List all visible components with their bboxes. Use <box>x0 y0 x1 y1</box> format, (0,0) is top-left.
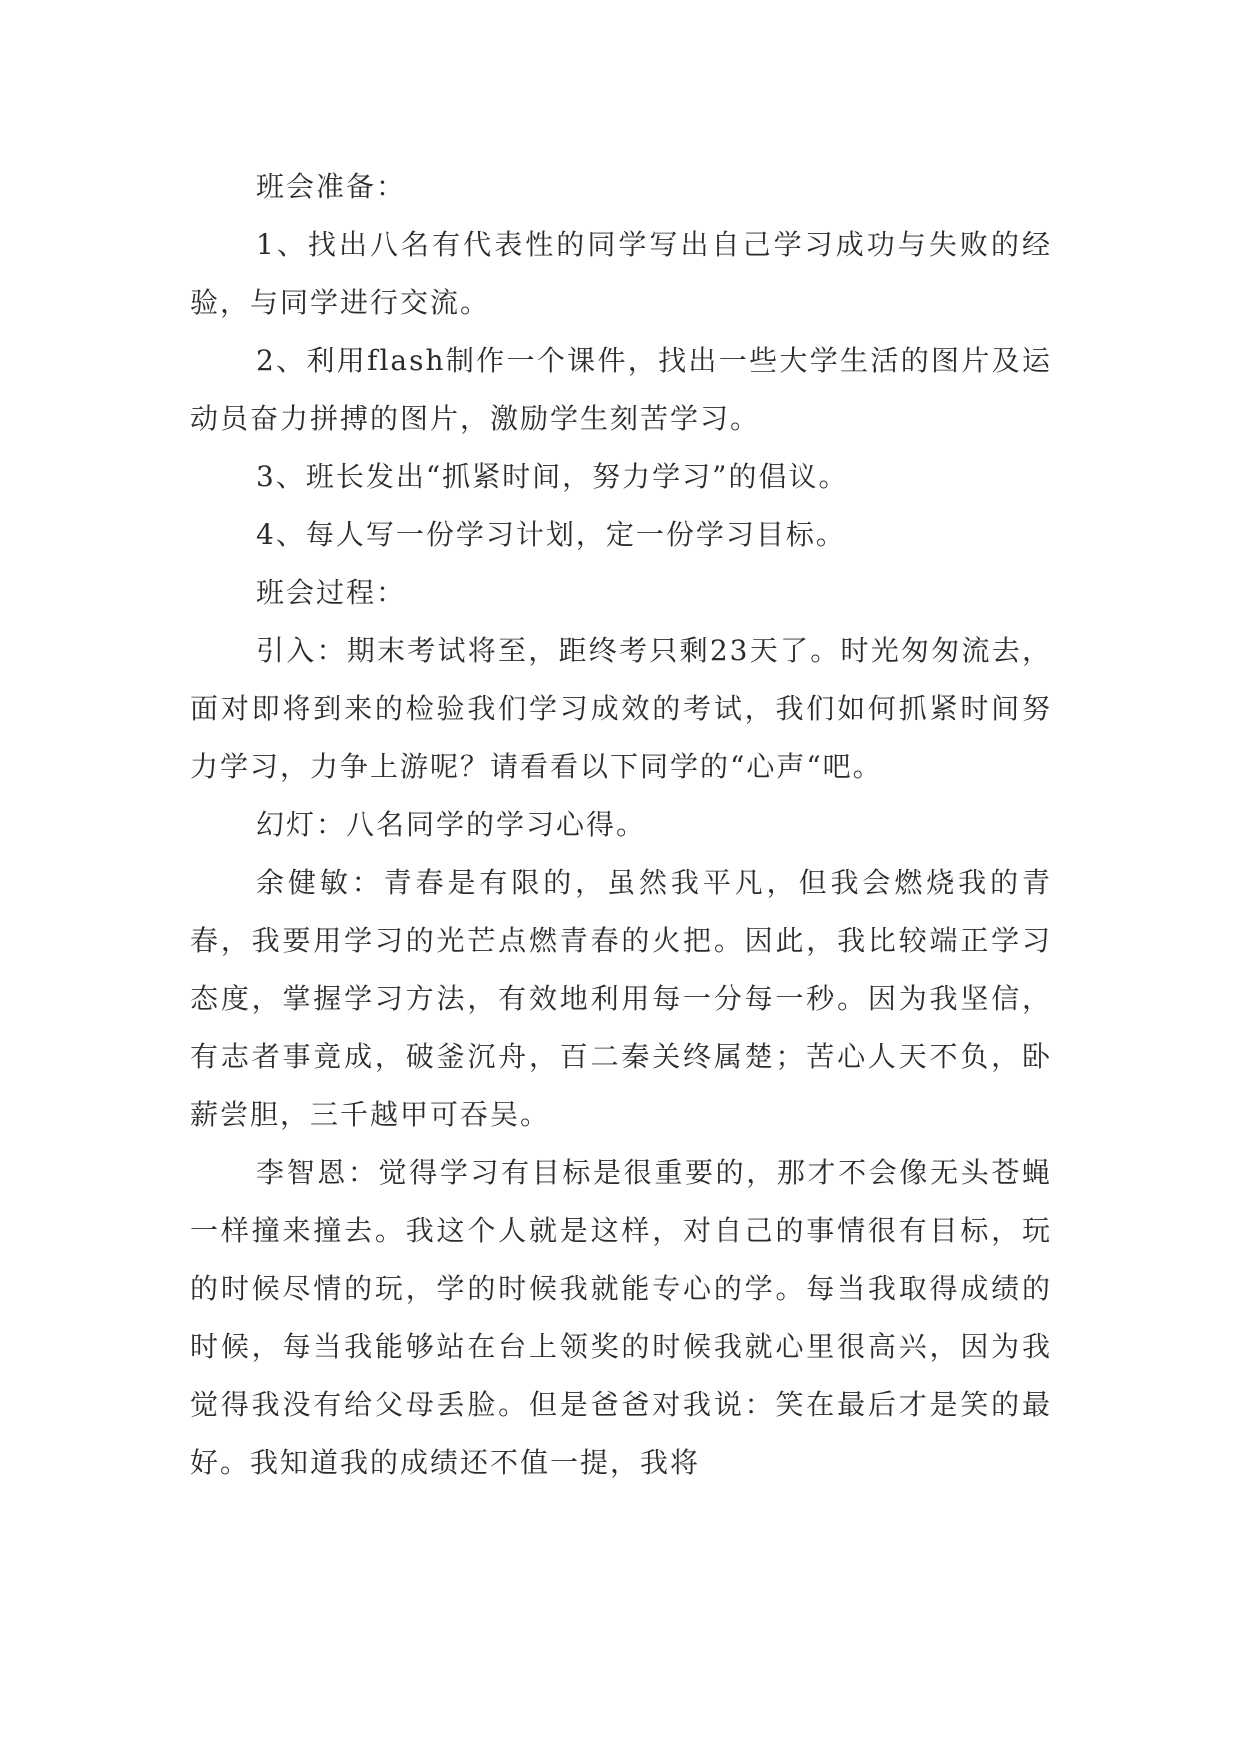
paragraph-slide: 幻灯：八名同学的学习心得。 <box>256 808 647 841</box>
paragraph-introduction: 引入：期末考试将至，距终考只剩23天了。时光匆匆流去，面对即将到来的检验我们学习成效的考试，我们如何抓紧时间努力学习，力争上游呢？请看看以下同学的“心声“吧。 <box>190 634 1052 783</box>
paragraph-student-2: 李智恩：觉得学习有目标是很重要的，那才不会像无头苍蝇一样撞来撞去。我这个人就是这样，对自己的事情很有目标，玩的时候尽情的玩，学的时候我就能专心的学。每当我取得成绩的时候，每当我能够站在台上领奖的时候我就心里很高兴，因为我觉得我没有给父母丢脸。但是爸爸对我说：笑在最后才是笑的最好。我知道我的成绩还不值一提，我将 <box>190 1156 1052 1479</box>
heading-class-process: 班会过程： <box>256 576 407 609</box>
paragraph-prep-item-2: 2、利用flash制作一个课件，找出一些大学生活的图片及运动员奋力拼搏的图片，激励学生刻苦学习。 <box>190 344 1052 435</box>
document-body <box>190 158 1052 1492</box>
paragraph-prep-item-3: 3、班长发出“抓紧时间，努力学习”的倡议。 <box>256 460 849 493</box>
paragraph-prep-item-4: 4、每人写一份学习计划，定一份学习目标。 <box>256 518 846 551</box>
paragraph-student-1: 余健敏：青春是有限的，虽然我平凡，但我会燃烧我的青春，我要用学习的光芒点燃青春的火把。因此，我比较端正学习态度，掌握学习方法，有效地利用每一分每一秒。因为我坚信，有志者事竟成，破釜沉舟，百二秦关终属楚；苦心人天不负，卧薪尝胆，三千越甲可吞吴。 <box>190 866 1052 1131</box>
paragraph-prep-item-1: 1、找出八名有代表性的同学写出自己学习成功与失败的经验，与同学进行交流。 <box>190 228 1052 319</box>
heading-class-preparation: 班会准备： <box>256 170 407 203</box>
